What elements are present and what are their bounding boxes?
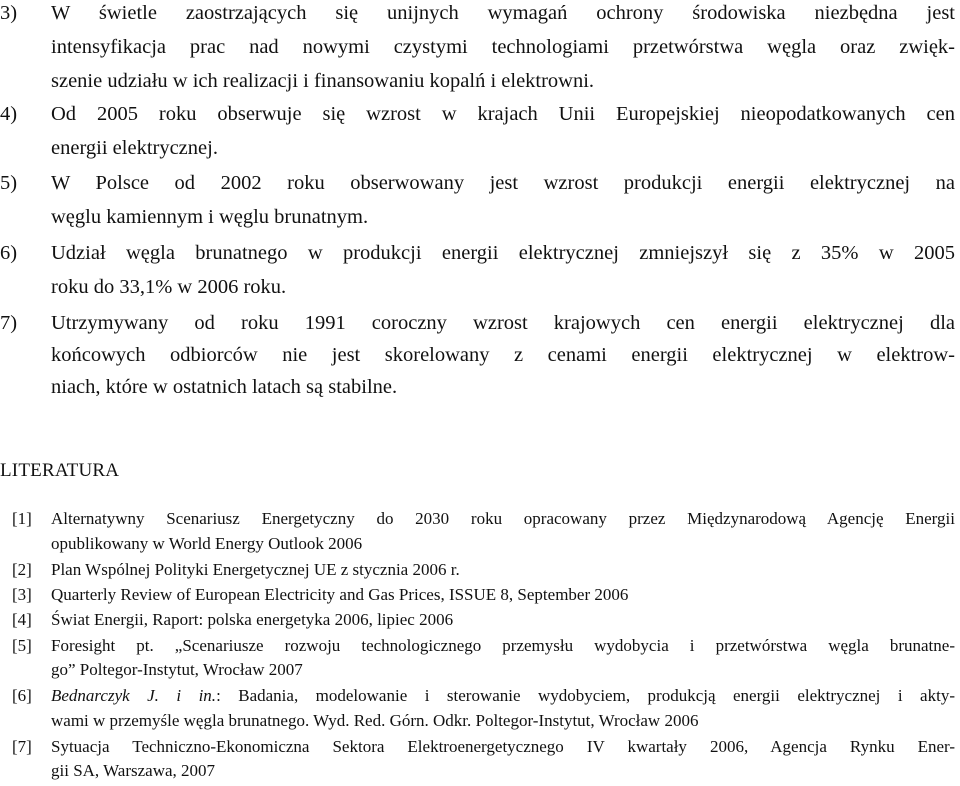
conclusion-line: Udział węgla brunatnego w produkcji energii elektrycznej zmniejszył się z 35% w 2005 bbox=[51, 242, 955, 264]
reference-line: Foresight pt. „Scenariusze rozwoju technologicznego przemysłu wydobycia i przetwórstwa węgla brunatne- bbox=[51, 636, 955, 655]
conclusion-line: Utrzymywany od roku 1991 coroczny wzrost krajowych cen energii elektrycznej dla bbox=[51, 312, 955, 334]
reference-line: Quarterly Review of European Electricity and Gas Prices, ISSUE 8, September 2006 bbox=[51, 585, 629, 604]
reference-line: Alternatywny Scenariusz Energetyczny do 2030 roku opracowany przez Międzynarodową Agencję Energii bbox=[51, 509, 955, 528]
conclusion-line: intensyfikacja prac nad nowymi czystymi technologiami przetwórstwa węgla oraz zwięk- bbox=[51, 36, 955, 58]
reference-number: [6] bbox=[12, 686, 32, 705]
conclusion-line: energii elektrycznej. bbox=[51, 137, 218, 159]
reference-line: opublikowany w World Energy Outlook 2006 bbox=[51, 534, 363, 553]
conclusion-number: 3) bbox=[0, 2, 18, 24]
reference-number: [7] bbox=[12, 737, 32, 756]
reference-number: [3] bbox=[12, 585, 32, 604]
reference-number: [2] bbox=[12, 560, 32, 579]
reference-text: : Badania, modelowanie i sterowanie wydobyciem, produkcją energii elektrycznej i akty- bbox=[216, 686, 955, 705]
reference-line bbox=[51, 686, 955, 706]
conclusion-number: 4) bbox=[0, 103, 18, 125]
conclusion-line: niach, które w ostatnich latach są stabilne. bbox=[51, 376, 398, 398]
reference-line: gii SA, Warszawa, 2007 bbox=[51, 761, 216, 780]
reference-number: [4] bbox=[12, 610, 32, 629]
conclusion-line: Od 2005 roku obserwuje się wzrost w krajach Unii Europejskiej nieopodatkowanych cen bbox=[51, 103, 955, 125]
reference-line: Świat Energii, Raport: polska energetyka 2006, lipiec 2006 bbox=[51, 610, 454, 629]
conclusion-number: 7) bbox=[0, 312, 18, 334]
conclusion-line: roku do 33,1% w 2006 roku. bbox=[51, 276, 287, 298]
conclusion-line: W świetle zaostrzających się unijnych wymagań ochrony środowiska niezbędna jest bbox=[51, 2, 955, 24]
conclusion-line: końcowych odbiorców nie jest skorelowany z cenami energii elektrycznej w elektrow- bbox=[51, 344, 955, 366]
reference-number: [1] bbox=[12, 509, 32, 528]
reference-number: [5] bbox=[12, 636, 32, 655]
reference-line: go” Poltegor-Instytut, Wrocław 2007 bbox=[51, 660, 303, 679]
reference-line: wami w przemyśle węgla brunatnego. Wyd. Red. Górn. Odkr. Poltegor-Instytut, Wrocław 2006 bbox=[51, 711, 699, 730]
reference-line: Plan Wspólnej Polityki Energetycznej UE z stycznia 2006 r. bbox=[51, 560, 460, 579]
conclusion-number: 6) bbox=[0, 242, 18, 264]
conclusion-line: szenie udziału w ich realizacji i finansowaniu kopalń i elektrowni. bbox=[51, 70, 595, 92]
conclusion-line: węglu kamiennym i węglu brunatnym. bbox=[51, 206, 369, 228]
reference-line: Sytuacja Techniczno-Ekonomiczna Sektora Elektroenergetycznego IV kwartały 2006, Agencja Rynku Ener- bbox=[51, 737, 955, 756]
conclusion-line: W Polsce od 2002 roku obserwowany jest wzrost produkcji energii elektrycznej na bbox=[51, 172, 955, 194]
conclusion-number: 5) bbox=[0, 172, 18, 194]
reference-author: Bednarczyk J. i in. bbox=[51, 686, 217, 705]
literature-heading: LITERATURA bbox=[0, 460, 120, 481]
